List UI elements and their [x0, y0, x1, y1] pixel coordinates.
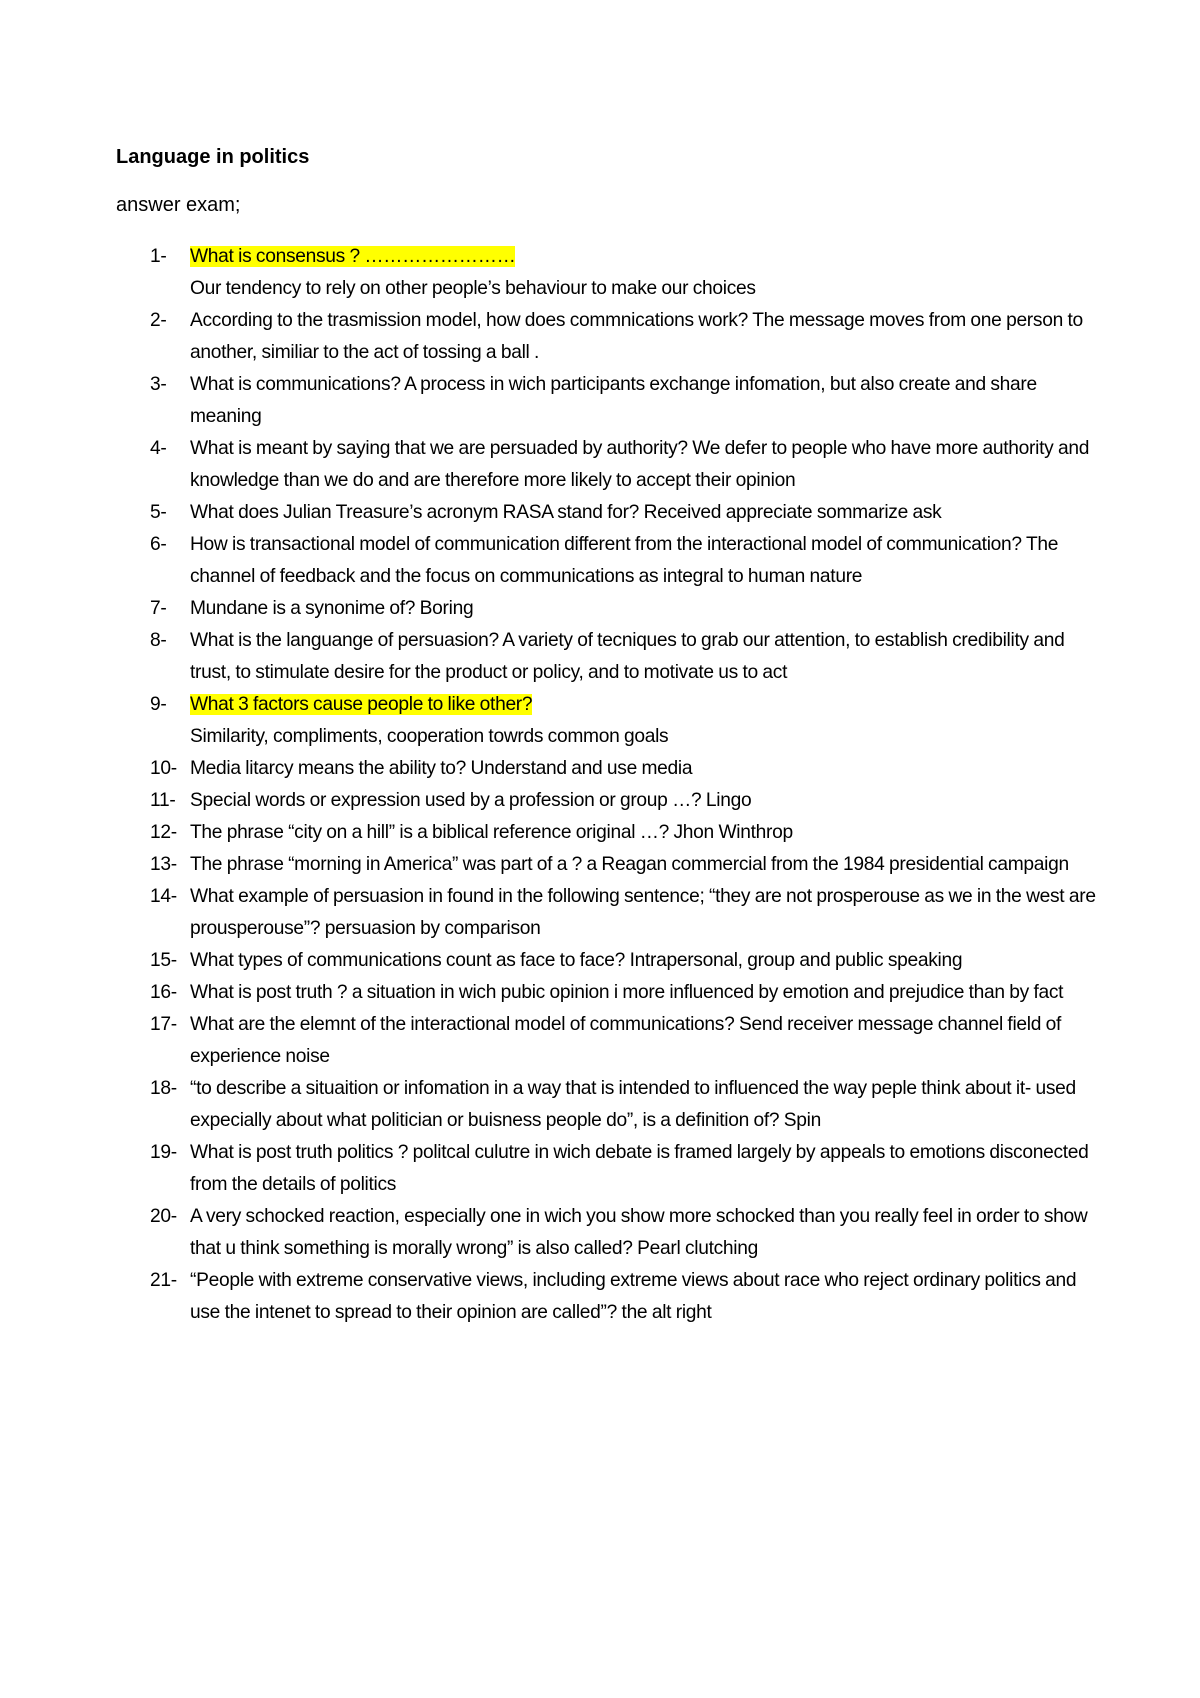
- item-text: What is post truth politics ? politcal culutre in wich debate is framed largely by appeals to emotions disconected from the details of politics: [190, 1142, 1089, 1195]
- item-text: The phrase “city on a hill” is a biblical reference original …? Jhon Winthrop: [190, 822, 793, 843]
- item-text: What does Julian Treasure’s acronym RASA stand for? Received appreciate sommarize ask: [190, 502, 942, 523]
- list-item-21: [150, 1265, 1100, 1329]
- list-item-20: [150, 1201, 1100, 1265]
- item-number: 21-: [150, 1270, 177, 1291]
- list-item-5: [150, 497, 1100, 529]
- item-number: 5-: [150, 502, 167, 523]
- list-item-18: [150, 1073, 1100, 1137]
- list-item-10: [150, 753, 1100, 785]
- item-number: 14-: [150, 886, 177, 907]
- list-item-16: [150, 977, 1100, 1009]
- list-item-1: [150, 241, 1100, 305]
- item-number: 4-: [150, 438, 167, 459]
- item-text: Mundane is a synonime of? Boring: [190, 598, 474, 619]
- item-text: What are the elemnt of the interactional model of communications? Send receiver message channel field of experience noise: [190, 1014, 1062, 1067]
- item-text: What is the languange of persuasion? A variety of tecniques to grab our attention, to establish credibility and trust, to stimulate desire for the product or policy, and to motivate us to act: [190, 630, 1065, 683]
- list-item-7: [150, 593, 1100, 625]
- item-number: 10-: [150, 758, 177, 779]
- item-text: According to the trasmission model, how does commnications work? The message moves from one person to another, similiar to the act of tossing a ball .: [190, 310, 1083, 363]
- item-number: 3-: [150, 374, 167, 395]
- item-text: What is post truth ? a situation in wich pubic opinion i more influenced by emotion and prejudice than by fact: [190, 982, 1064, 1003]
- list-item-14: [150, 881, 1100, 945]
- item-text: How is transactional model of communication different from the interactional model of communication? The channel of feedback and the focus on communications as integral to human nature: [190, 534, 1059, 587]
- list-item-8: [150, 625, 1100, 689]
- item-number: 16-: [150, 982, 177, 1003]
- item-text: What types of communications count as face to face? Intrapersonal, group and public speaking: [190, 950, 963, 971]
- item-text: What example of persuasion in found in the following sentence; “they are not prosperouse as we in the west are prousperouse”? persuasion by comparison: [190, 886, 1096, 939]
- highlighted-question: What 3 factors cause people to like other?: [190, 694, 533, 715]
- item-number: 12-: [150, 822, 177, 843]
- item-number: 20-: [150, 1206, 177, 1227]
- item-number: 8-: [150, 630, 167, 651]
- item-number: 6-: [150, 534, 167, 555]
- item-number: 7-: [150, 598, 167, 619]
- list-item-9: [150, 689, 1100, 753]
- item-text: What is communications? A process in wich participants exchange infomation, but also create and share meaning: [190, 374, 1037, 427]
- item-number: 17-: [150, 1014, 177, 1035]
- item-number: 9-: [150, 694, 167, 715]
- item-answer: Our tendency to rely on other people’s behaviour to make our choices: [190, 278, 756, 299]
- list-item-4: [150, 433, 1100, 497]
- list-item-2: [150, 305, 1100, 369]
- item-text: Special words or expression used by a profession or group …? Lingo: [190, 790, 752, 811]
- list-item-17: [150, 1009, 1100, 1073]
- item-text: The phrase “morning in America” was part of a ? a Reagan commercial from the 1984 presidential campaign: [190, 854, 1069, 875]
- item-number: 13-: [150, 854, 177, 875]
- page-subtitle: answer exam;: [116, 194, 241, 216]
- list-item-19: [150, 1137, 1100, 1201]
- item-text: Media litarcy means the ability to? Understand and use media: [190, 758, 693, 779]
- item-number: 15-: [150, 950, 177, 971]
- list-item-6: [150, 529, 1100, 593]
- page-title: Language in politics: [116, 146, 310, 168]
- list-item-11: [150, 785, 1100, 817]
- item-answer: Similarity, compliments, cooperation towrds common goals: [190, 726, 669, 747]
- item-number: 2-: [150, 310, 167, 331]
- list-item-13: [150, 849, 1100, 881]
- question-list: [150, 241, 1100, 1329]
- item-number: 11-: [150, 790, 176, 811]
- item-number: 18-: [150, 1078, 177, 1099]
- item-text: “to describe a situaition or infomation in a way that is intended to influenced the way peple think about it- used expecially about what politician or buisness people do”, is a definition of? Spin: [190, 1078, 1076, 1131]
- item-text: A very schocked reaction, especially one in wich you show more schocked than you really feel in order to show that u think something is morally wrong” is also called? Pearl clutching: [190, 1206, 1088, 1259]
- list-item-3: [150, 369, 1100, 433]
- item-text: “People with extreme conservative views, including extreme views about race who reject ordinary politics and use the intenet to spread to their opinion are called”? the alt right: [190, 1270, 1077, 1323]
- highlighted-question: What is consensus ? ……………………: [190, 246, 516, 267]
- list-item-15: [150, 945, 1100, 977]
- list-item-12: [150, 817, 1100, 849]
- item-number: 19-: [150, 1142, 177, 1163]
- item-text: What is meant by saying that we are persuaded by authority? We defer to people who have more authority and knowledge than we do and are therefore more likely to accept their opinion: [190, 438, 1090, 491]
- item-number: 1-: [150, 246, 167, 267]
